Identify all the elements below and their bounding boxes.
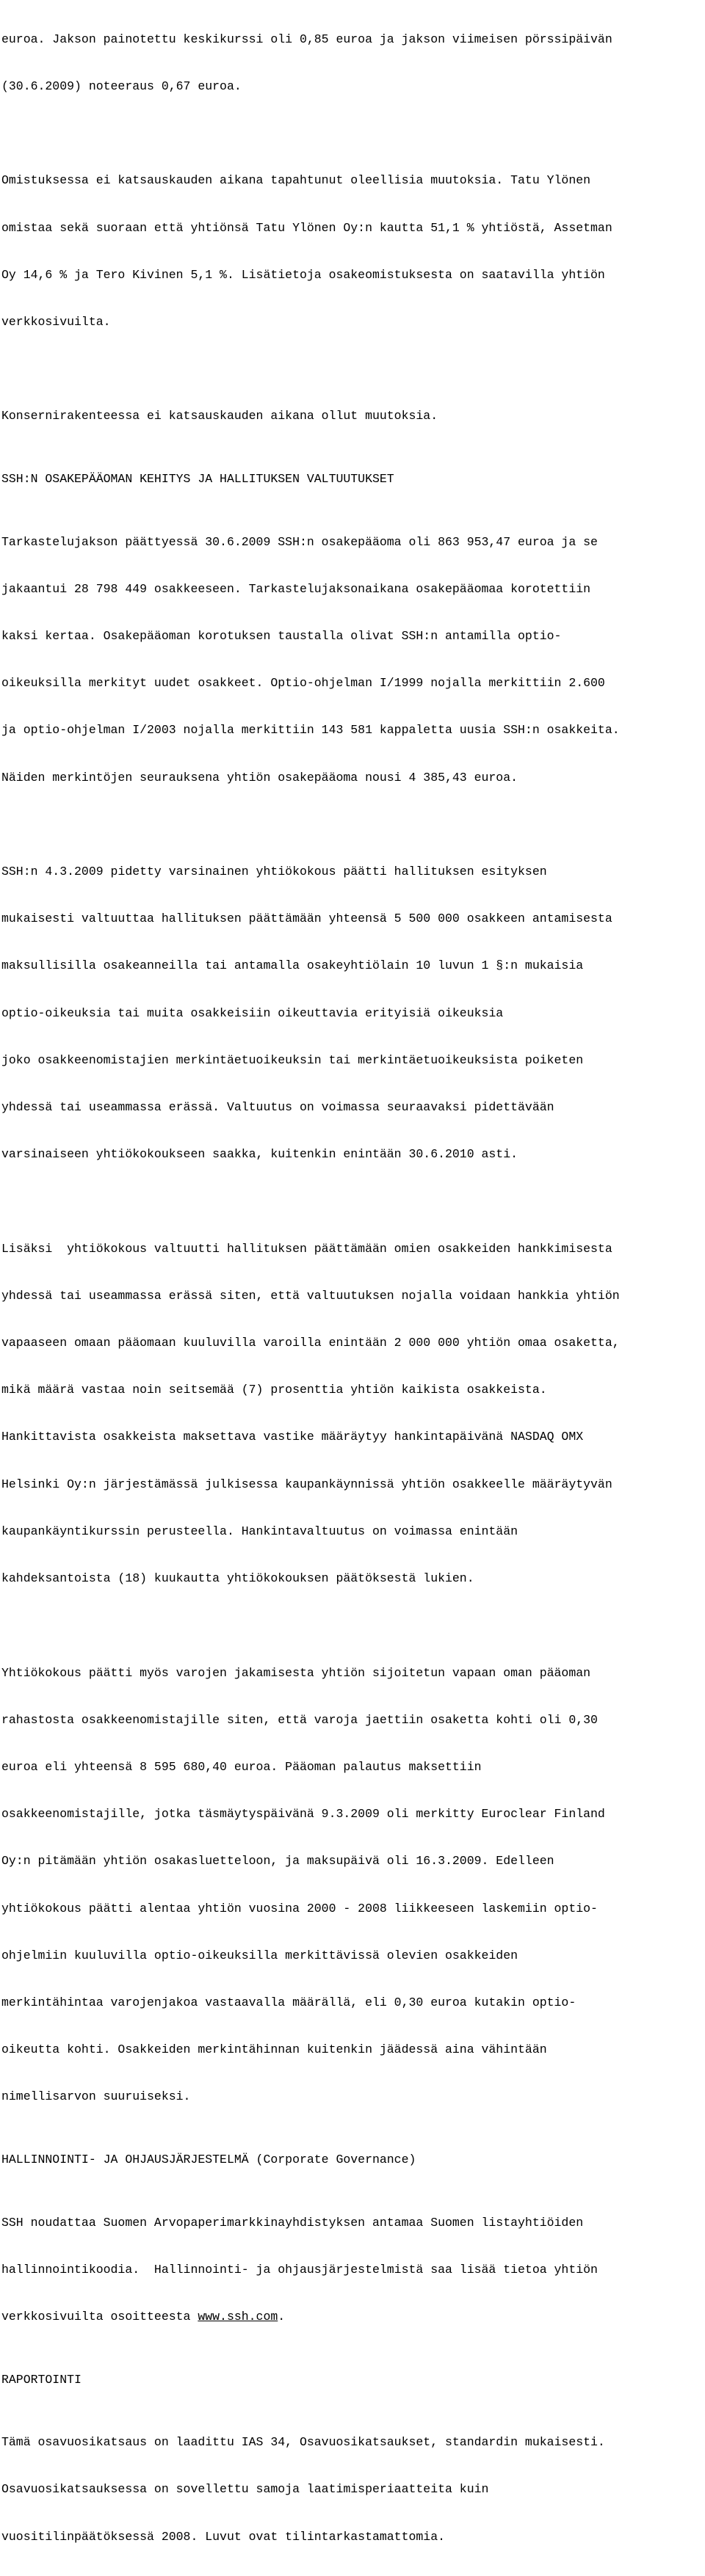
text-line: Tarkastelujakson päättyessä 30.6.2009 SSH:n osakepääoma oli 863 953,47 euroa ja se [1,534,598,549]
text-line: SSH noudattaa Suomen Arvopaperimarkkinayhdistyksen antamaa Suomen listayhtiöiden [1,2215,584,2230]
text-line: mukaisesti valtuuttaa hallituksen päättämään yhteensä 5 500 000 osakkeen antamisesta [1,912,612,926]
text-line: yhdessä tai useammassa erässä. Valtuutus on voimassa seuraavaksi pidettävään [1,1100,554,1115]
text-line: kaupankäyntikurssin perusteella. Hankintavaltuutus on voimassa enintään [1,1524,518,1538]
agm-authorization-paragraph [1,832,704,1193]
text-line: Tämä osavuosikatsaus on laadittu IAS 34, Osavuosikatsaukset, standardin mukaisesti. [1,2435,605,2450]
text-line: Helsinki Oy:n järjestämässä julkisessa kaupankäynnissä yhtiön osakkeelle määräytyvän [1,1477,612,1491]
text-line: SSH:n 4.3.2009 pidetty varsinainen yhtiökokous päätti hallituksen esityksen [1,865,547,879]
text-fragment: . [278,2309,286,2324]
website-link[interactable]: www.ssh.com [198,2309,278,2324]
text-line: Näiden merkintöjen seurauksena yhtiön osakepääoma nousi 4 385,43 euroa. [1,770,518,785]
text-line: euroa eli yhteensä 8 595 680,40 euroa. Pääoman palautus maksettiin [1,1759,482,1774]
document-page [1,0,704,2576]
text-line: jakaantui 28 798 449 osakkeeseen. Tarkastelujaksonaikana osakepääomaa korotettiin [1,581,591,596]
text-line: kahdeksantoista (18) kuukautta yhtiökokouksen päätöksestä lukien. [1,1571,474,1586]
text-line: osakkeenomistajille, jotka täsmäytyspäivänä 9.3.2009 oli merkitty Euroclear Finland [1,1807,605,1822]
text-line: nimellisarvon suuruiseksi. [1,2089,191,2104]
ownership-paragraph [1,142,704,362]
text-line: ohjelmiin kuuluvilla optio-oikeuksilla merkittävissä olevien osakkeiden [1,1948,518,1962]
text-line: oikeuksilla merkityt uudet osakkeet. Optio-ohjelman I/1999 nojalla merkittiin 2.600 [1,676,605,691]
text-line: Osavuosikatsauksessa on sovellettu samoja laatimisperiaatteita kuin [1,2482,489,2497]
governance-paragraph [1,2183,704,2356]
text-line: kaksi kertaa. Osakepääoman korotuksen taustalla olivat SSH:n antamilla optio- [1,629,562,644]
text-line: hallinnointikoodia. Hallinnointi- ja ohjausjärjestelmistä saa lisää tietoa yhtiön [1,2262,598,2277]
text-line: joko osakkeenomistajien merkintäetuoikeuksin tai merkintäetuoikeuksista poiketen [1,1052,584,1067]
text-line: euroa. Jakson painotettu keskikurssi oli 0,85 euroa ja jakson viimeisen pörssipäivän [1,32,612,46]
text-line: optio-oikeuksia tai muita osakkeisiin oikeuttavia erityisiä oikeuksia [1,1005,504,1020]
text-line: (30.6.2009) noteeraus 0,67 euroa. [1,79,242,94]
text-line: Lisäksi yhtiökokous valtuutti hallituksen päättämään omien osakkeiden hankkimisesta [1,1241,612,1256]
text-fragment: verkkosivuilta osoitteesta [1,2309,198,2324]
group-structure-paragraph [1,377,704,456]
text-line: yhdessä tai useammassa erässä siten, että valtuutuksen nojalla voidaan hankkia yhtiön [1,1288,620,1303]
text-line: mikä määrä vastaa noin seitsemää (7) prosenttia yhtiön kaikista osakkeista. [1,1383,547,1397]
reporting-heading: RAPORTOINTI [1,2372,82,2387]
text-line [1,2309,704,2324]
text-line: rahastosta osakkeenomistajille siten, että varoja jaettiin osaketta kohti oli 0,30 [1,1712,598,1727]
text-line: vuositilinpäätöksessä 2008. Luvut ovat tilintarkastamattomia. [1,2529,445,2544]
text-line: Omistuksessa ei katsauskauden aikana tapahtunut oleellisia muutoksia. Tatu Ylönen [1,173,591,188]
text-line: omistaa sekä suoraan että yhtiönsä Tatu Ylönen Oy:n kautta 51,1 % yhtiöstä, Assetman [1,220,612,235]
text-line: yhtiökokous päätti alentaa yhtiön vuosina 2000 - 2008 liikkeeseen laskemiin optio- [1,1901,598,1915]
reporting-paragraph [1,2403,704,2575]
buyback-paragraph [1,1209,704,1618]
governance-heading: HALLINNOINTI- JA OHJAUSJÄRJESTELMÄ (Corporate Governance) [1,2152,416,2166]
text-line: Oy:n pitämään yhtiön osakasluetteloon, ja maksupäivä oli 16.3.2009. Edelleen [1,1854,554,1869]
text-line: merkintähintaa varojenjakoa vastaavalla määrällä, eli 0,30 euroa kutakin optio- [1,1995,576,2009]
text-line: Konsernirakenteessa ei katsauskauden aikana ollut muutoksia. [1,409,438,423]
text-line: oikeutta kohti. Osakkeiden merkintähinnan kuitenkin jäädessä aina vähintään [1,2042,547,2057]
text-line: verkkosivuilta. [1,315,111,330]
text-line: Yhtiökokous päätti myös varojen jakamisesta yhtiön sijoitetun vapaan oman pääoman [1,1665,591,1680]
share-capital-heading: SSH:N OSAKEPÄÄOMAN KEHITYS JA HALLITUKSEN VALTUUTUKSET [1,472,394,487]
text-line: varsinaiseen yhtiökokoukseen saakka, kuitenkin enintään 30.6.2010 asti. [1,1147,518,1162]
share-capital-paragraph [1,503,704,817]
text-line: ja optio-ohjelman I/2003 nojalla merkittiin 143 581 kappaletta uusia SSH:n osakkeita. [1,723,620,738]
text-line: vapaaseen omaan pääomaan kuuluvilla varoilla enintään 2 000 000 yhtiön omaa osaketta, [1,1336,620,1350]
text-line: Hankittavista osakkeista maksettava vastike määräytyy hankintapäivänä NASDAQ OMX [1,1430,584,1444]
text-line: Oy 14,6 % ja Tero Kivinen 5,1 %. Lisätietoja osakeomistuksesta on saatavilla yhtiön [1,267,605,282]
distribution-paragraph [1,1634,704,2136]
text-line: maksullisilla osakeanneilla tai antamalla osakeyhtiölain 10 luvun 1 §:n mukaisia [1,958,584,973]
intro-paragraph [1,0,704,125]
